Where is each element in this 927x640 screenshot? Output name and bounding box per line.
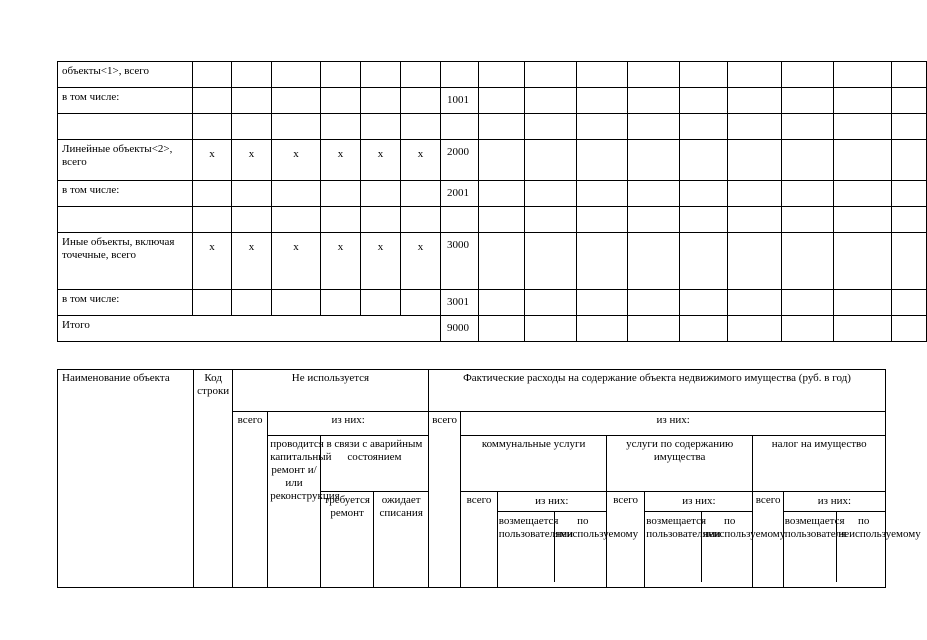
row-code: 3001: [441, 290, 479, 316]
empty-cell: [728, 88, 782, 114]
empty-cell: [525, 88, 577, 114]
row-x-cell: [272, 114, 321, 140]
empty-cell: [782, 140, 834, 181]
empty-cell: [479, 290, 525, 316]
empty-cell: [834, 290, 892, 316]
empty-cell: [782, 62, 834, 88]
empty-cell: [479, 316, 525, 342]
table-row: [58, 88, 927, 114]
empty-cell: [834, 316, 892, 342]
row-x-cell: [401, 114, 441, 140]
row-x-cell: [361, 290, 401, 316]
empty-cell: [479, 207, 525, 233]
row-code: 3000: [441, 233, 479, 290]
row-name: в том числе:: [58, 181, 193, 207]
empty-cell: [892, 62, 927, 88]
awaits-writeoff-header: ожидает списания: [374, 492, 429, 588]
tax-unused: по неиспользуемому: [838, 515, 921, 540]
empty-cell: [680, 114, 728, 140]
empty-cell: [628, 88, 680, 114]
top-table: [57, 61, 927, 342]
row-x-cell: [321, 181, 361, 207]
empty-cell: [577, 62, 628, 88]
empty-cell: [892, 88, 927, 114]
empty-cell: [577, 233, 628, 290]
empty-cell: [892, 181, 927, 207]
total-code: 9000: [441, 316, 479, 342]
empty-cell: [525, 62, 577, 88]
empty-cell: [728, 181, 782, 207]
empty-cell: [525, 114, 577, 140]
empty-cell: [680, 290, 728, 316]
object-name-header: Наименование объекта: [58, 370, 194, 588]
property-tax-header: налог на имущество: [753, 436, 886, 492]
empty-cell: [680, 88, 728, 114]
row-x-cell: [321, 62, 361, 88]
row-x-cell: [232, 62, 272, 88]
empty-cell: [892, 114, 927, 140]
empty-cell: [479, 181, 525, 207]
empty-cell: [728, 290, 782, 316]
empty-cell: [834, 207, 892, 233]
empty-cell: [680, 140, 728, 181]
tax-of-which: из них:: [784, 492, 885, 512]
table-row: [58, 140, 927, 181]
empty-cell: [728, 114, 782, 140]
row-code: [441, 114, 479, 140]
row-code-header: Код строки: [194, 370, 232, 588]
empty-cell: [782, 114, 834, 140]
row-x-cell: [401, 62, 441, 88]
row-x-cell: x: [193, 140, 232, 181]
empty-cell: [728, 316, 782, 342]
row-name: объекты<1>, всего: [58, 62, 193, 88]
capital-repair-header: проводится капитальный ремонт и/или реконструкция: [268, 436, 321, 588]
not-used-total: всего: [232, 412, 267, 588]
row-x-cell: [361, 207, 401, 233]
empty-cell: [577, 114, 628, 140]
empty-cell: [782, 316, 834, 342]
empty-cell: [577, 140, 628, 181]
row-x-cell: [321, 290, 361, 316]
empty-cell: [577, 88, 628, 114]
table-row: [58, 181, 927, 207]
empty-cell: [892, 316, 927, 342]
row-x-cell: [401, 290, 441, 316]
utilities-unused: по неиспользуемому: [555, 515, 639, 540]
utilities-header: коммунальные услуги: [461, 436, 607, 492]
row-x-cell: x: [272, 233, 321, 290]
row-x-cell: [193, 62, 232, 88]
row-x-cell: [232, 114, 272, 140]
tax-reimbursed: возмещается пользователя: [784, 512, 838, 582]
row-x-cell: x: [272, 140, 321, 181]
row-x-cell: [272, 290, 321, 316]
empty-cell: [577, 207, 628, 233]
actual-costs-header: Фактические расходы на содержание объекта недвижимого имущества (руб. в год): [428, 370, 885, 412]
empty-cell: [834, 114, 892, 140]
row-x-cell: x: [401, 233, 441, 290]
row-name: в том числе:: [58, 290, 193, 316]
row-x-cell: [193, 88, 232, 114]
empty-cell: [892, 207, 927, 233]
row-x-cell: [321, 88, 361, 114]
emergency-header: в связи с аварийным состоянием: [320, 436, 428, 492]
needs-repair-header: требуется ремонт: [320, 492, 374, 588]
row-code: 2000: [441, 140, 479, 181]
maintenance-unused: по неиспользуемому: [702, 515, 786, 540]
empty-cell: [628, 140, 680, 181]
utilities-reimbursed: возмещается пользователями: [498, 512, 555, 582]
not-used-of-which: из них:: [268, 412, 429, 436]
empty-cell: [577, 290, 628, 316]
row-name: в том числе:: [58, 88, 193, 114]
empty-cell: [782, 207, 834, 233]
row-x-cell: x: [232, 233, 272, 290]
row-name: [58, 114, 193, 140]
table-row: [58, 207, 927, 233]
header-table: [57, 369, 921, 588]
empty-cell: [680, 207, 728, 233]
maintenance-header: услуги по содержанию имущества: [606, 436, 753, 492]
row-x-cell: [232, 181, 272, 207]
empty-cell: [479, 140, 525, 181]
total-row: [58, 316, 927, 342]
empty-cell: [728, 62, 782, 88]
empty-cell: [728, 140, 782, 181]
row-name: Иные объекты, включая точечные, всего: [58, 233, 193, 290]
empty-cell: [892, 233, 927, 290]
empty-cell: [834, 88, 892, 114]
empty-cell: [479, 114, 525, 140]
row-x-cell: [193, 114, 232, 140]
empty-cell: [680, 316, 728, 342]
row-x-cell: [232, 88, 272, 114]
empty-cell: [892, 140, 927, 181]
row-x-cell: [361, 88, 401, 114]
row-x-cell: [272, 181, 321, 207]
row-x-cell: [321, 114, 361, 140]
empty-cell: [577, 316, 628, 342]
empty-cell: [628, 181, 680, 207]
empty-cell: [834, 181, 892, 207]
empty-cell: [680, 62, 728, 88]
row-code: 2001: [441, 181, 479, 207]
empty-cell: [525, 316, 577, 342]
maintenance-total: всего: [606, 492, 644, 588]
row-name: Линейные объекты<2>, всего: [58, 140, 193, 181]
row-x-cell: x: [193, 233, 232, 290]
table-row: [58, 233, 927, 290]
row-x-cell: [232, 207, 272, 233]
row-x-cell: [193, 207, 232, 233]
row-x-cell: [193, 181, 232, 207]
empty-cell: [479, 88, 525, 114]
row-x-cell: [272, 88, 321, 114]
table-row: [58, 114, 927, 140]
table-row: [58, 290, 927, 316]
empty-cell: [782, 233, 834, 290]
row-x-cell: [401, 88, 441, 114]
empty-cell: [728, 207, 782, 233]
empty-cell: [728, 233, 782, 290]
empty-cell: [628, 233, 680, 290]
row-x-cell: [232, 290, 272, 316]
empty-cell: [628, 316, 680, 342]
empty-cell: [577, 181, 628, 207]
row-x-cell: [272, 207, 321, 233]
empty-cell: [628, 114, 680, 140]
not-used-header: Не используется: [232, 370, 428, 412]
row-code: 1001: [441, 88, 479, 114]
empty-cell: [479, 233, 525, 290]
row-x-cell: [321, 207, 361, 233]
row-x-cell: x: [321, 233, 361, 290]
empty-cell: [628, 207, 680, 233]
empty-cell: [680, 233, 728, 290]
row-x-cell: x: [401, 140, 441, 181]
empty-cell: [628, 62, 680, 88]
row-x-cell: [193, 290, 232, 316]
costs-of-which: из них:: [461, 412, 886, 436]
empty-cell: [834, 62, 892, 88]
row-code: [441, 62, 479, 88]
empty-cell: [628, 290, 680, 316]
row-x-cell: [272, 62, 321, 88]
empty-cell: [782, 88, 834, 114]
empty-cell: [834, 233, 892, 290]
row-x-cell: [361, 181, 401, 207]
utilities-total: всего: [461, 492, 497, 588]
empty-cell: [892, 290, 927, 316]
empty-cell: [782, 181, 834, 207]
row-code: [441, 207, 479, 233]
empty-cell: [680, 181, 728, 207]
maintenance-of-which: из них:: [645, 492, 752, 512]
row-name: [58, 207, 193, 233]
maintenance-reimbursed: возмещается пользователями: [645, 512, 702, 582]
empty-cell: [525, 207, 577, 233]
empty-cell: [479, 62, 525, 88]
empty-cell: [525, 233, 577, 290]
row-x-cell: [361, 62, 401, 88]
row-x-cell: [401, 207, 441, 233]
costs-total: всего: [428, 412, 460, 588]
total-label: Итого: [58, 316, 441, 342]
empty-cell: [525, 181, 577, 207]
row-x-cell: x: [361, 233, 401, 290]
tax-total: всего: [753, 492, 783, 588]
row-x-cell: [401, 181, 441, 207]
empty-cell: [525, 290, 577, 316]
row-x-cell: x: [321, 140, 361, 181]
empty-cell: [525, 140, 577, 181]
row-x-cell: x: [232, 140, 272, 181]
row-x-cell: x: [361, 140, 401, 181]
empty-cell: [782, 290, 834, 316]
utilities-of-which: из них:: [498, 492, 606, 512]
table-row: [58, 62, 927, 88]
empty-cell: [834, 140, 892, 181]
row-x-cell: [361, 114, 401, 140]
